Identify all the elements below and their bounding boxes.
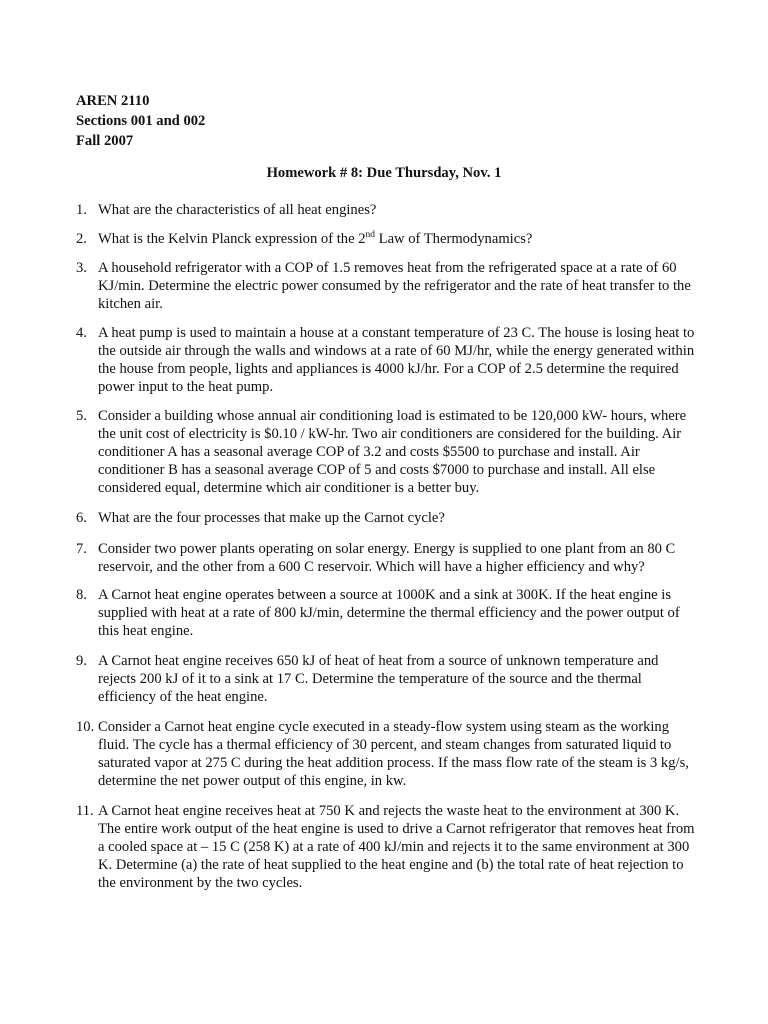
question-5 (76, 407, 696, 497)
ordinal-superscript: nd (365, 230, 375, 241)
question-text (98, 230, 696, 248)
question-number: 8. (76, 587, 87, 603)
question-text: A household refrigerator with a COP of 1.5 removes heat from the refrigerated space at a rate of 60 KJ/min. Determine the electric power consumed by the refrigerator and the rate of heat transfer to the kitchen air. (98, 260, 691, 312)
question-text: Consider a Carnot heat engine cycle executed in a steady-flow system using steam as the working fluid. The cycle has a thermal efficiency of 30 percent, and steam changes from saturated liquid to saturated vapor at 275 C during the heat addition process. If the mass flow rate of the steam is 3 kg/s, determine the net power output of this engine, in kw. (98, 719, 689, 789)
question-2 (76, 230, 696, 248)
question-number: 6. (76, 510, 87, 526)
question-number: 3. (76, 260, 87, 276)
question-number: 4. (76, 325, 87, 341)
homework-title: Homework # 8: Due Thursday, Nov. 1 (266, 165, 502, 181)
course-code: AREN 2110 (76, 93, 150, 109)
question-text: Consider a building whose annual air conditioning load is estimated to be 120,000 kW- hours, where the unit cost of electricity is $0.10 / kW-hr. Two air conditioners are considered for the building. Air conditioner A has a seasonal average COP of 3.2 and costs $5500 to purchase and install. Air conditioner B has a seasonal average COP of 5 and costs $7000 to purchase and install. All else considered equal, determine which air conditioner is a better buy. (98, 408, 687, 496)
question-number: 5. (76, 408, 87, 424)
question-text-part: What is the Kelvin Planck expression of the 2 (98, 231, 366, 247)
question-4 (76, 324, 696, 396)
course-sections: Sections 001 and 002 (76, 113, 206, 129)
question-text: What are the four processes that make up the Carnot cycle? (98, 510, 445, 526)
question-number: 1. (76, 202, 87, 218)
question-7 (76, 540, 696, 576)
question-number: 9. (76, 653, 87, 669)
question-9 (76, 652, 696, 706)
question-text: Consider two power plants operating on solar energy. Energy is supplied to one plant from an 80 C reservoir, and the other from a 600 C reservoir. Which will have a higher efficiency and why? (98, 541, 676, 575)
question-text: A Carnot heat engine receives 650 kJ of heat of heat from a source of unknown temperature and rejects 200 kJ of it to a sink at 17 C. Determine the temperature of the source and the thermal efficiency of the heat engine. (98, 653, 659, 705)
question-10 (76, 718, 696, 790)
question-number: 10. (76, 719, 95, 735)
question-number: 7. (76, 541, 87, 557)
question-number: 11. (76, 803, 94, 819)
question-3 (76, 259, 696, 313)
question-text: What are the characteristics of all heat engines? (98, 202, 377, 218)
question-8 (76, 586, 696, 640)
question-text: A heat pump is used to maintain a house at a constant temperature of 23 C. The house is losing heat to the outside air through the walls and windows at a rate of 60 MJ/hr, while the energy generated within the house from people, lights and appliances is 4000 kJ/hr. For a COP of 2.5 determine the required power input to the heat pump. (98, 325, 695, 395)
question-text-part: Law of Thermodynamics? (375, 231, 533, 247)
question-text: A Carnot heat engine receives heat at 750 K and rejects the waste heat to the environment at 300 K. The entire work output of the heat engine is used to drive a Carnot refrigerator that removes heat from a cooled space at – 15 C (258 K) at a rate of 400 kJ/min and rejects it to the same environment at 300 K. Determine (a) the rate of heat supplied to the heat engine and (b) the total rate of heat rejection to the environment by the two cycles. (98, 803, 695, 891)
course-header (76, 91, 205, 151)
question-text: A Carnot heat engine operates between a source at 1000K and a sink at 300K. If the heat engine is supplied with heat at a rate of 800 kJ/min, determine the thermal efficiency and the power output of this heat engine. (98, 587, 680, 639)
question-1 (76, 201, 696, 219)
question-number: 2. (76, 231, 87, 247)
question-11 (76, 802, 696, 892)
course-term: Fall 2007 (76, 133, 134, 149)
question-6 (76, 509, 696, 527)
